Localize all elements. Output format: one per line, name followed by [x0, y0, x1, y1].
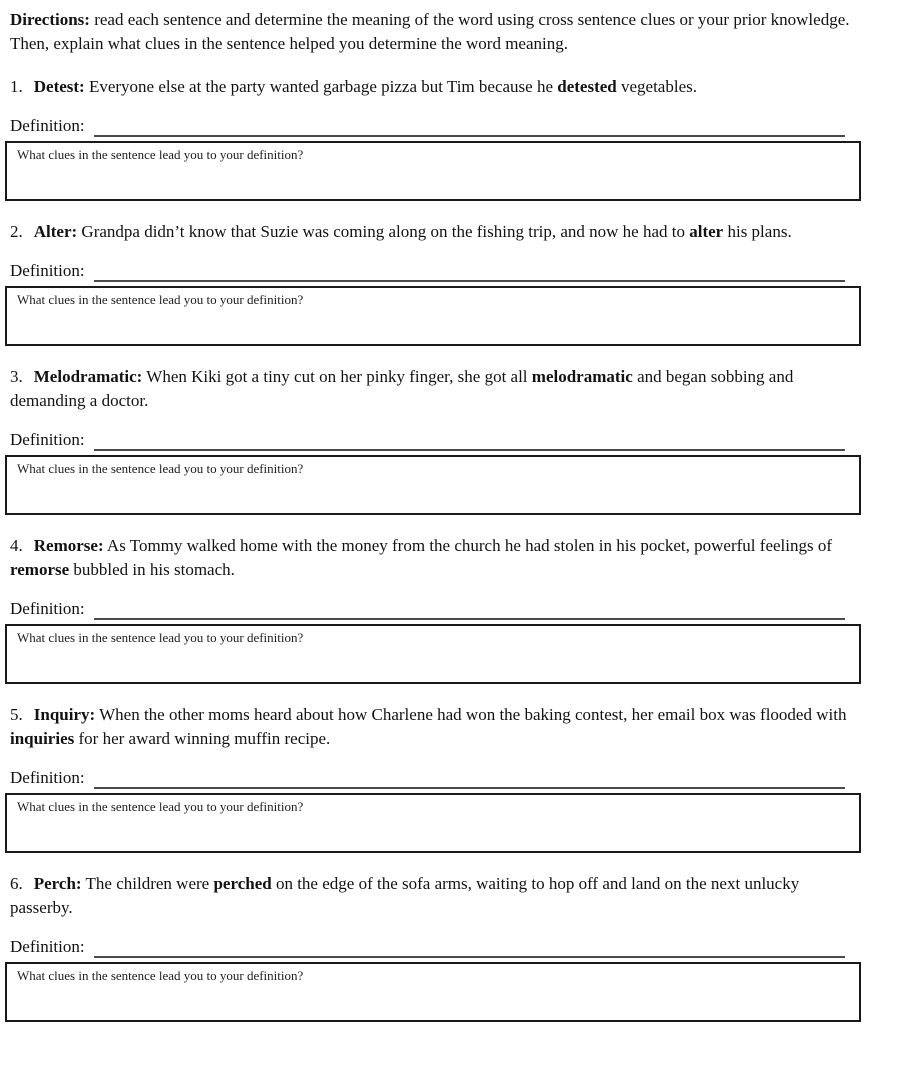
clues-prompt: What clues in the sentence lead you to your definition?	[17, 799, 304, 814]
definition-row	[10, 766, 845, 790]
definition-label: Definition:	[10, 261, 85, 280]
clues-prompt: What clues in the sentence lead you to your definition?	[17, 461, 304, 476]
item-sentence	[10, 872, 858, 920]
item-sentence-pre: Grandpa didn’t know that Suzie was coming along on the fishing trip, and now he had to	[77, 222, 690, 241]
clues-answer-box[interactable]	[5, 793, 861, 853]
definition-row	[10, 114, 845, 138]
item-sentence-bold-word: perched	[213, 874, 272, 893]
clues-answer-box[interactable]	[5, 624, 861, 684]
item-sentence-pre: When Kiki got a tiny cut on her pinky finger, she got all	[142, 367, 532, 386]
item-sentence	[10, 365, 858, 413]
definition-row	[10, 935, 845, 959]
item-sentence	[10, 703, 858, 751]
definition-label: Definition:	[10, 599, 85, 618]
directions-label: Directions:	[10, 10, 90, 29]
worksheet-item-2	[10, 220, 911, 346]
clues-prompt: What clues in the sentence lead you to your definition?	[17, 630, 304, 645]
worksheet-item-6	[10, 872, 911, 1022]
item-sentence-pre: When the other moms heard about how Charlene had won the baking contest, her email box was flooded with	[95, 705, 851, 724]
item-word: Inquiry:	[33, 705, 96, 724]
definition-label: Definition:	[10, 116, 85, 135]
definition-blank-line[interactable]	[94, 936, 845, 958]
item-sentence-bold-word: inquiries	[10, 729, 75, 748]
item-number: 1.	[10, 77, 23, 96]
item-word: Perch:	[33, 874, 82, 893]
item-word: Alter:	[33, 222, 78, 241]
item-sentence-bold-word: detested	[557, 77, 617, 96]
item-sentence-post: on the edge of the sofa arms, waiting to hop off and land on the next unlucky passerby.	[10, 874, 804, 917]
clues-prompt: What clues in the sentence lead you to your definition?	[17, 147, 304, 162]
definition-row	[10, 597, 845, 621]
definition-blank-line[interactable]	[94, 115, 845, 137]
item-sentence-pre: As Tommy walked home with the money from the church he had stolen in his pocket, powerful feelings of	[103, 536, 837, 555]
item-sentence-post: vegetables.	[616, 77, 697, 96]
directions-text: read each sentence and determine the meaning of the word using cross sentence clues or your prior knowledge. Then, explain what clues in the sentence helped you determine the word meaning.	[10, 10, 858, 53]
definition-blank-line[interactable]	[94, 767, 845, 789]
item-number: 6.	[10, 874, 23, 893]
worksheet-item-5	[10, 703, 911, 853]
definition-label: Definition:	[10, 768, 85, 787]
worksheet-item-3	[10, 365, 911, 515]
definition-blank-line[interactable]	[94, 260, 845, 282]
definition-blank-line[interactable]	[94, 429, 845, 451]
item-sentence	[10, 534, 858, 582]
clues-answer-box[interactable]	[5, 141, 861, 201]
definition-blank-line[interactable]	[94, 598, 845, 620]
item-sentence	[10, 75, 858, 99]
clues-answer-box[interactable]	[5, 962, 861, 1022]
definition-row	[10, 259, 845, 283]
clues-prompt: What clues in the sentence lead you to your definition?	[17, 292, 304, 307]
worksheet-item-1	[10, 75, 911, 201]
item-sentence-bold-word: melodramatic	[531, 367, 633, 386]
item-number: 4.	[10, 536, 23, 555]
item-number: 2.	[10, 222, 23, 241]
definition-row	[10, 428, 845, 452]
clues-answer-box[interactable]	[5, 286, 861, 346]
item-sentence-post: for her award winning muffin recipe.	[74, 729, 331, 748]
item-sentence-bold-word: alter	[689, 222, 724, 241]
item-word: Melodramatic:	[33, 367, 143, 386]
worksheet-item-4	[10, 534, 911, 684]
clues-answer-box[interactable]	[5, 455, 861, 515]
item-number: 5.	[10, 705, 23, 724]
item-sentence-bold-word: remorse	[10, 560, 70, 579]
clues-prompt: What clues in the sentence lead you to your definition?	[17, 968, 304, 983]
item-word: Detest:	[33, 77, 85, 96]
definition-label: Definition:	[10, 430, 85, 449]
item-sentence-post: and began sobbing and demanding a doctor.	[10, 367, 798, 410]
item-sentence-post: his plans.	[723, 222, 792, 241]
item-sentence	[10, 220, 858, 244]
directions-paragraph	[10, 8, 858, 56]
item-number: 3.	[10, 367, 23, 386]
definition-label: Definition:	[10, 937, 85, 956]
item-sentence-post: bubbled in his stomach.	[69, 560, 235, 579]
item-sentence-pre: The children were	[81, 874, 214, 893]
item-word: Remorse:	[33, 536, 104, 555]
item-sentence-pre: Everyone else at the party wanted garbage pizza but Tim because he	[84, 77, 558, 96]
